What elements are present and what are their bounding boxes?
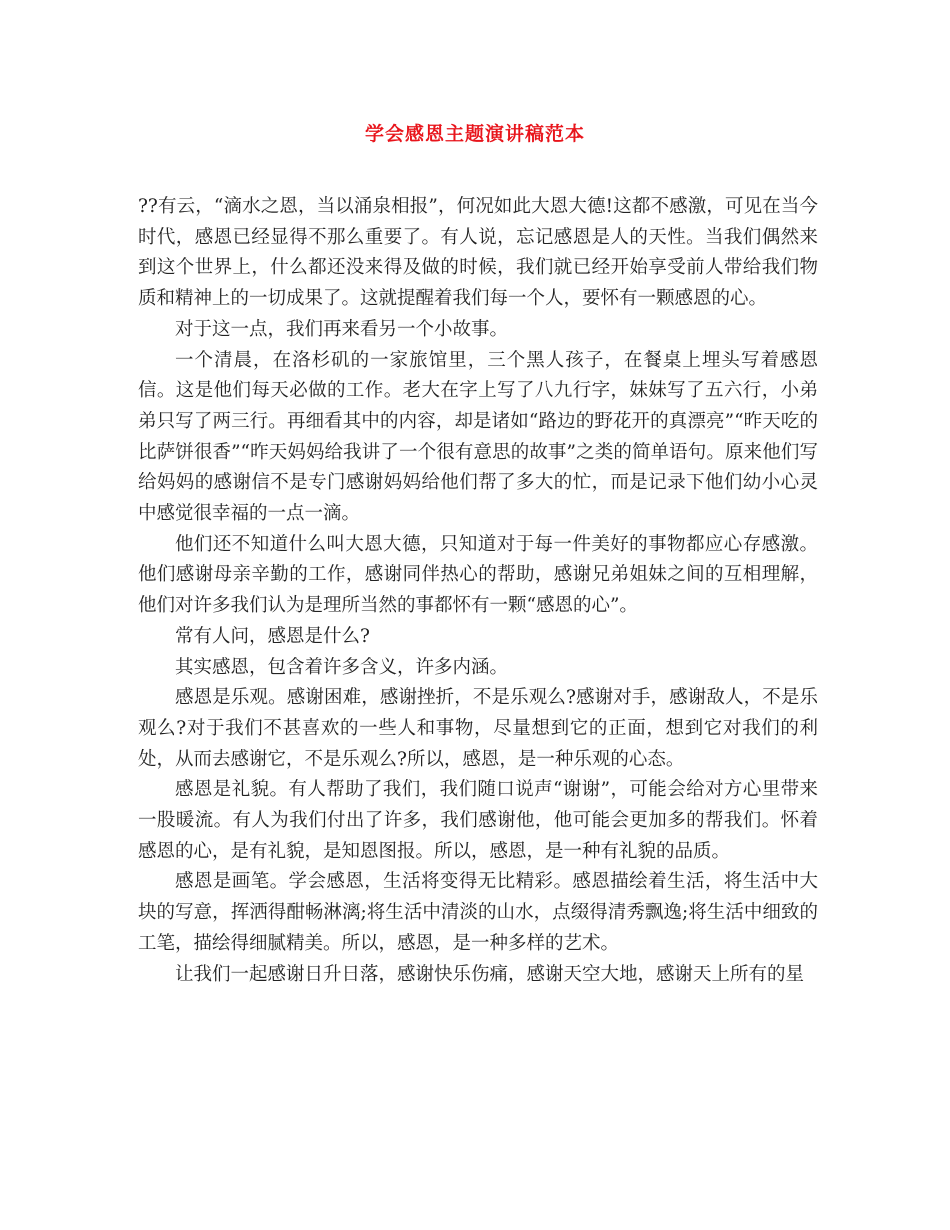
- document-body: [138, 192, 818, 990]
- document-title: 学会感恩主题演讲稿范本: [364, 123, 585, 145]
- paragraph-2: 对于这一点，我们再来看另一个小故事。: [175, 318, 509, 340]
- paragraph-10: 让我们一起感谢日升日落，感谢快乐伤痛，感谢天空大地，感谢天上所有的星: [175, 963, 805, 985]
- paragraph-3: 一个清晨，在洛杉矶的一家旅馆里，三个黑人孩子，在餐桌上埋头写着感恩信。这是他们每天必做的工作。老大在字上写了八九行字，妹妹写了五六行，小弟弟只写了两三行。再细看其中的内容，却是诸如“路边的野花开的真漂亮”“昨天吃的比萨饼很香”“昨天妈妈给我讲了一个很有意思的故事”之类的简单语句。原来他们写给妈妈的感谢信不是专门感谢妈妈给他们帮了多大的忙，而是记录下他们幼小心灵中感觉很幸福的一点一滴。: [138, 349, 818, 525]
- paragraph-9: 感恩是画笔。学会感恩，生活将变得无比精彩。感恩描绘着生活，将生活中大块的写意，挥洒得酣畅淋漓;将生活中清淡的山水，点缀得清秀飘逸;将生活中细致的工笔，描绘得细腻精美。所以，感恩，是一种多样的艺术。: [138, 871, 818, 954]
- paragraph-7: 感恩是乐观。感谢困难，感谢挫折，不是乐观么?感谢对手，感谢敌人，不是乐观么?对于我们不甚喜欢的一些人和事物，尽量想到它的正面，想到它对我们的利处，从而去感谢它，不是乐观么?所以，感恩，是一种乐观的心态。: [138, 687, 818, 770]
- paragraph-1: ??有云，“滴水之恩，当以涌泉相报”，何况如此大恩大德!这都不感激，可见在当今时代，感恩已经显得不那么重要了。有人说，忘记感恩是人的天性。当我们偶然来到这个世界上，什么都还没来得及做的时候，我们就已经开始享受前人带给我们物质和精神上的一切成果了。这就提醒着我们每一个人，要怀有一颗感恩的心。: [138, 196, 818, 310]
- paragraph-6: 其实感恩，包含着许多含义，许多内涵。: [175, 656, 509, 678]
- paragraph-4: 他们还不知道什么叫大恩大德，只知道对于每一件美好的事物都应心存感激。他们感谢母亲辛勤的工作，感谢同伴热心的帮助，感谢兄弟姐妹之间的互相理解，他们对许多我们认为是理所当然的事都怀有一颗“感恩的心”。: [138, 533, 818, 617]
- paragraph-5: 常有人问，感恩是什么?: [175, 625, 370, 647]
- paragraph-8: 感恩是礼貌。有人帮助了我们，我们随口说声“谢谢”，可能会给对方心里带来一股暖流。有人为我们付出了许多，我们感谢他，他可能会更加多的帮我们。怀着感恩的心，是有礼貌，是知恩图报。所以，感恩，是一种有礼貌的品质。: [138, 779, 818, 862]
